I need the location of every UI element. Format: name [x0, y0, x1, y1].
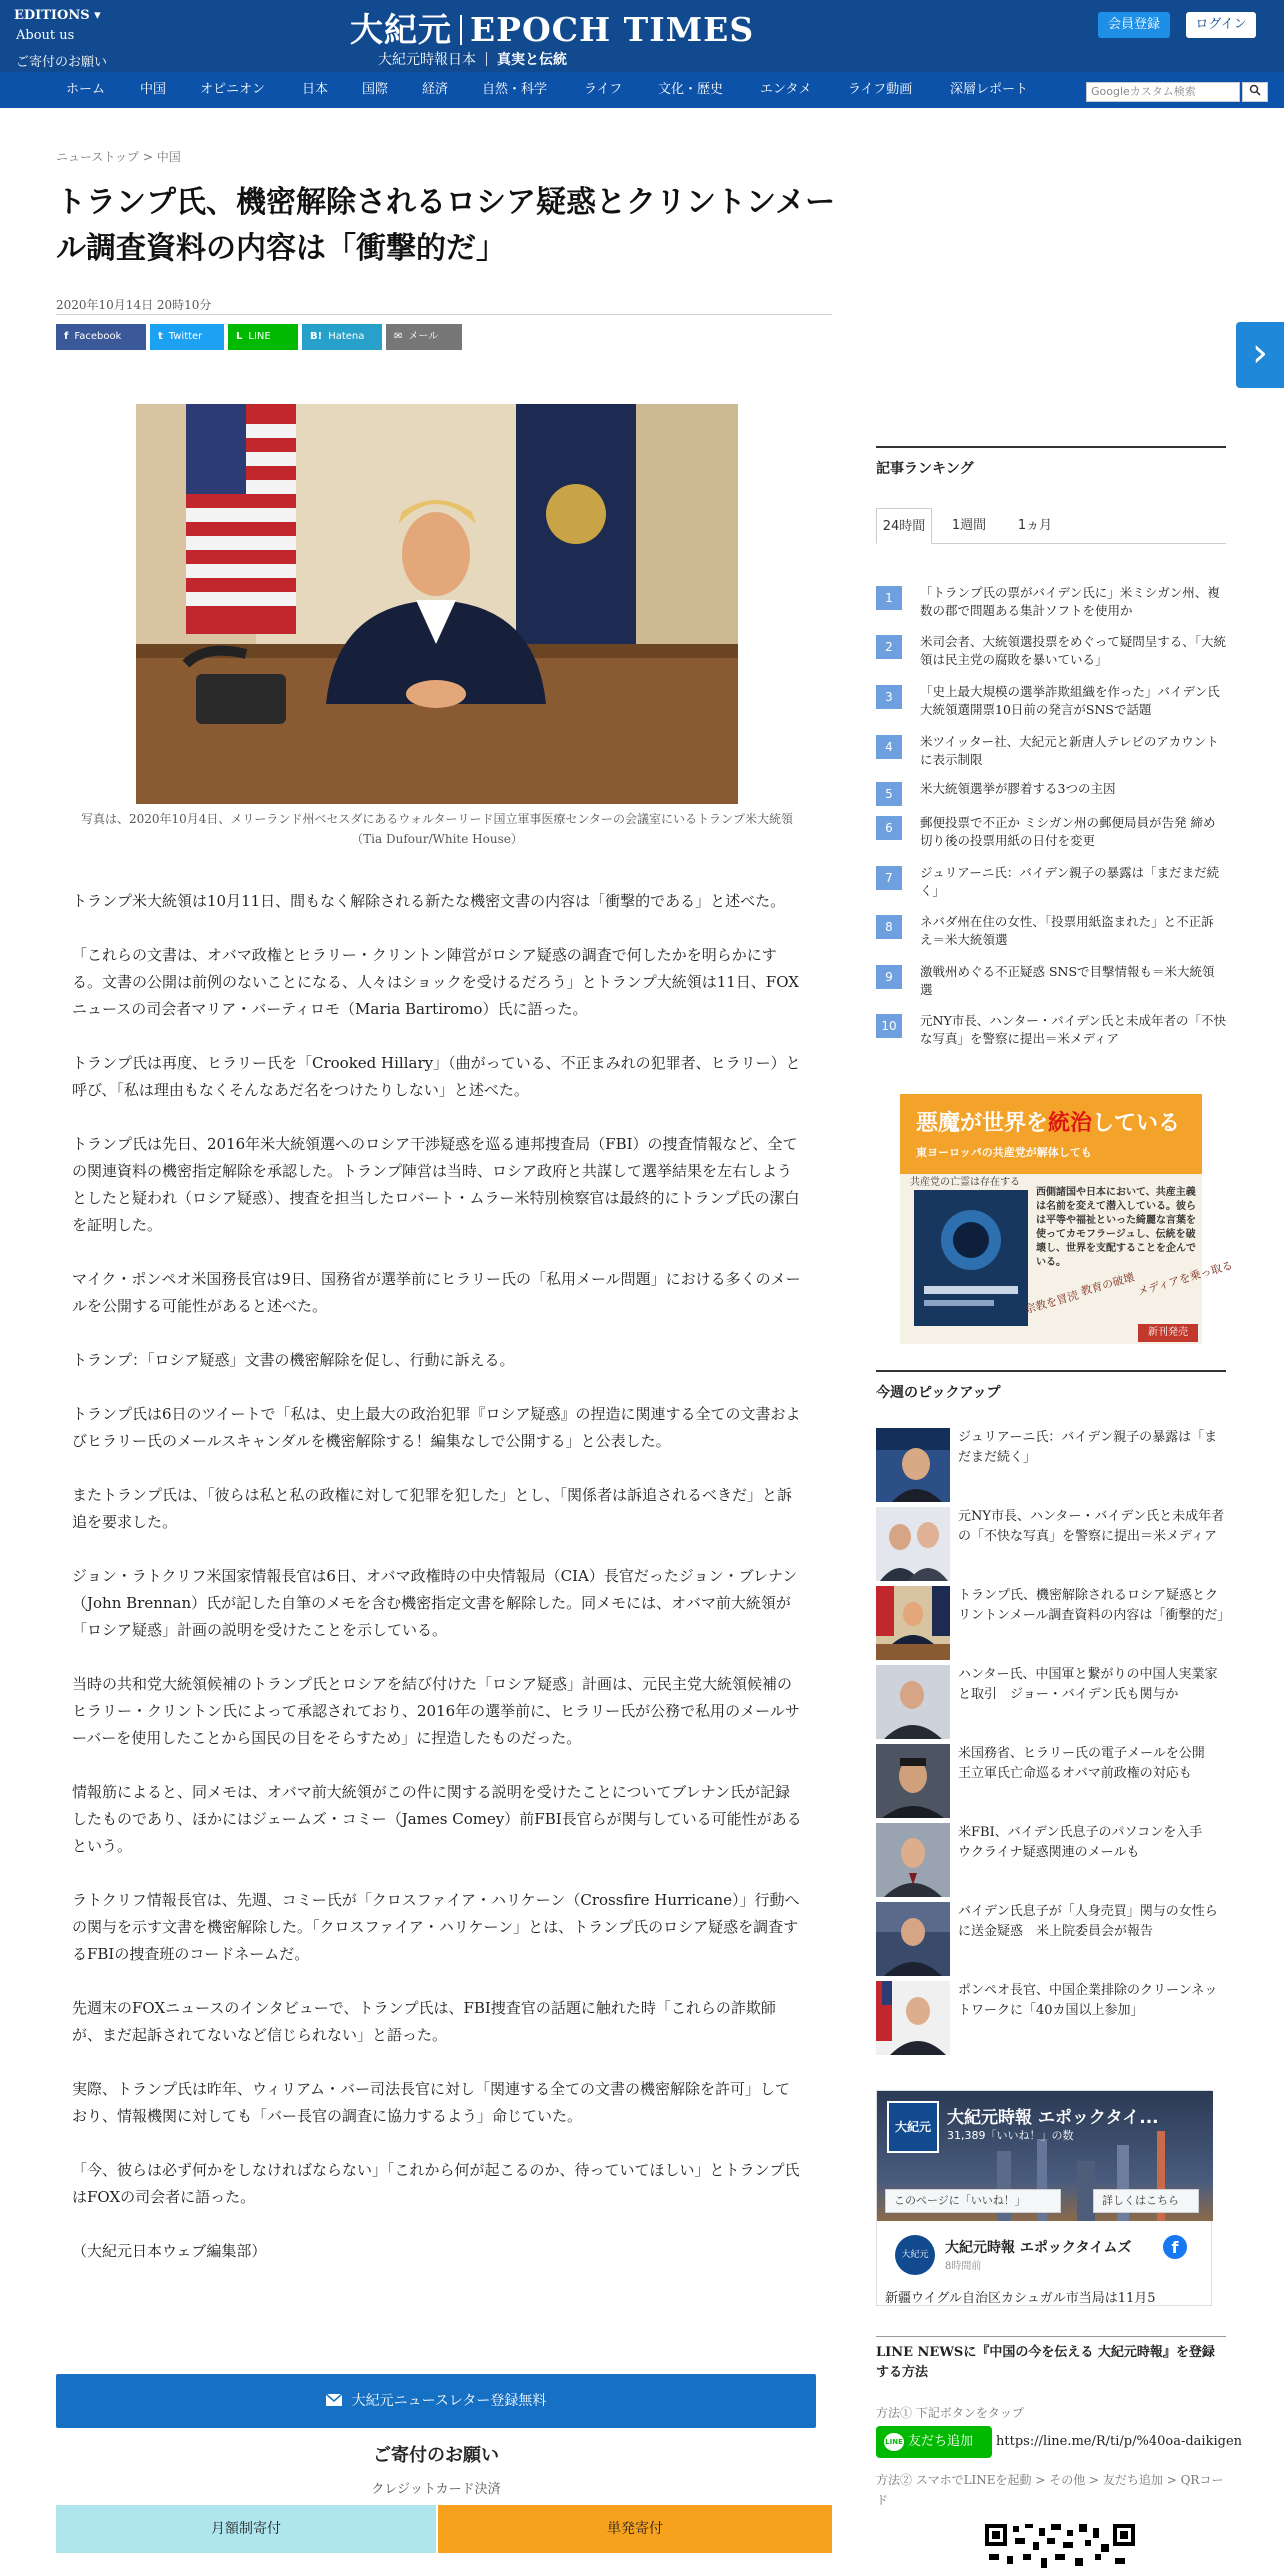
tagline-a: 大紀元時報日本 — [378, 52, 476, 68]
donate-link[interactable]: ご寄付のお願い — [16, 55, 108, 70]
ad-title — [916, 1106, 1180, 1137]
thumb-image — [876, 1507, 950, 1581]
pick-item[interactable] — [876, 1902, 1226, 1978]
newsletter-label: 大紀元ニュースレター登録無料 — [351, 2393, 547, 2409]
rank-number: 2 — [876, 635, 902, 659]
donate-title: ご寄付のお願い — [373, 2445, 499, 2466]
nav-item-home[interactable]: ホーム — [66, 82, 106, 97]
facebook-post-time: 8時間前 — [945, 2261, 982, 2272]
facebook-post-text: 新疆ウイグル自治区カシュガル市当局は11月5 — [885, 2291, 1156, 2306]
ranking-link[interactable]: 「トランプ氏の票がバイデン氏に」米ミシガン州、複数の郡で問題ある集計ソフトを使用か — [920, 585, 1220, 618]
ranking-title: 記事ランキング — [876, 446, 1226, 478]
thumb-image — [876, 1586, 950, 1660]
mail-icon — [326, 2394, 342, 2406]
rank-number: 10 — [876, 1014, 902, 1038]
pick-thumbnail[interactable] — [876, 1981, 950, 2055]
facebook-like-button[interactable]: このページに「いいね！」 — [885, 2189, 1061, 2213]
paragraph: トランプ米大統領は10月11日、間もなく解除される新たな機密文書の内容は「衝撃的である」と述べた。 — [72, 892, 786, 910]
pick-item[interactable] — [876, 1507, 1226, 1583]
ad-title-c: している — [1092, 1110, 1181, 1136]
pick-item[interactable] — [876, 1586, 1231, 1662]
share-twitter-button[interactable] — [150, 324, 224, 350]
tagline — [378, 49, 567, 69]
paragraph: 先週末のFOXニュースのインタビューで、トランプ氏は、FBI捜査官の話題に触れた時「これらの詐欺師が、まだ起訴されてないなど信じられない」と語った。 — [72, 1999, 776, 2044]
nav-item-china[interactable]: 中国 — [140, 82, 167, 97]
facebook-icon: f — [64, 331, 69, 342]
ad-subtitle: 東ヨーロッパの共産党が解体しても — [916, 1146, 1092, 1159]
photo-illustration — [136, 404, 738, 804]
nav-item-entertainment[interactable]: エンタメ — [760, 82, 812, 97]
tab-1week[interactable]: 1週間 — [951, 518, 987, 533]
paragraph: マイク・ポンペオ米国務長官は9日、国務省が選挙前にヒラリー氏の「私用メール問題」における多くのメールを公開する可能性があると述べた。 — [72, 1270, 801, 1315]
about-link[interactable]: About us — [16, 28, 75, 43]
ad-caption: 教育の破壊 — [1079, 1270, 1136, 1299]
ad-title-a: 悪魔が世界を — [916, 1110, 1049, 1136]
book-ad-banner[interactable] — [900, 1094, 1235, 1344]
article-body — [72, 888, 802, 2292]
paragraph: トランプ氏は6日のツイートで「私は、史上最大の政治犯罪『ロシア疑惑』の捏造に関連する全ての文書およびヒラリー氏のメールスキャンダルを機密解除する！編集なしで公開する」と公表した。 — [72, 1405, 801, 1450]
search-icon[interactable] — [1242, 82, 1268, 102]
nav-item-life-video[interactable]: ライフ動画 — [848, 82, 913, 97]
ranking-link[interactable]: 元NY市長、ハンター・バイデン氏と未成年者の「不快な写真」を警察に提出＝米メディア — [920, 1013, 1226, 1046]
facebook-page-logo[interactable]: 大紀元 — [887, 2101, 939, 2153]
ranking-tabs — [876, 508, 1226, 544]
pick-thumbnail[interactable] — [876, 1823, 950, 1897]
rank-number: 7 — [876, 866, 902, 890]
article-photo — [136, 404, 738, 804]
mail-icon: ✉ — [394, 331, 403, 342]
line-news-title: LINE NEWSに『中国の今を伝える 大紀元時報』を登録する方法 — [876, 2336, 1226, 2383]
paragraph: トランプ：「ロシア疑惑」文書の機密解除を促し、行動に訴える。 — [72, 1351, 515, 1369]
rank-number: 5 — [876, 782, 902, 806]
pick-item[interactable] — [876, 1981, 1226, 2057]
ranking-link[interactable]: ジュリアーニ氏：バイデン親子の暴露は「まだまだ続く」 — [920, 865, 1220, 898]
rank-number: 1 — [876, 586, 902, 610]
facebook-post-avatar[interactable]: 大紀元 — [895, 2235, 935, 2275]
nav-item-culture[interactable]: 文化・歴史 — [658, 82, 724, 97]
ranking-link[interactable]: 米司会者、大統領選投票をめぐって疑問呈する、「大統領は民主党の腐敗を暴いている」 — [920, 634, 1227, 667]
photo-caption: 写真は、2020年10月4日、メリーランド州ベセスダにあるウォルターリード国立軍事医療センターの会議室にいるトランプ米大統領（Tia Dufour/White House） — [80, 812, 793, 846]
paragraph: トランプ氏は再度、ヒラリー氏を「Crooked Hillary」（曲がっている、不正まみれの犯罪者、ヒラリー）と呼び、「私は理由もなくそんなあだ名をつけたりしない」と述べた。 — [72, 1054, 801, 1099]
donate-subtitle: クレジットカード決済 — [371, 2482, 501, 2497]
nav-item-economy[interactable]: 経済 — [422, 82, 449, 97]
pick-title[interactable]: トランプ氏、機密解除されるロシア疑惑とクリントンメール調査資料の内容は「衝撃的だ」 — [958, 1588, 1231, 1623]
facebook-likes-count: 31,389「いいね！」の数 — [947, 2129, 1074, 2142]
pick-thumbnail[interactable] — [876, 1902, 950, 1976]
facebook-post-author[interactable]: 大紀元時報 エポックタイムズ — [945, 2240, 1132, 2256]
pick-title[interactable]: ハンター氏、中国軍と繋がりの中国人実業家と取引 ジョー・バイデン氏も関与か — [958, 1667, 1218, 1702]
pick-item[interactable] — [876, 1823, 1226, 1899]
facebook-widget — [876, 2090, 1212, 2306]
nav-item-japan[interactable]: 日本 — [302, 82, 329, 97]
line-button-label: 友だち追加 — [908, 2434, 974, 2449]
header-bar — [0, 0, 1284, 72]
share-label: Facebook — [74, 331, 122, 342]
pick-item[interactable] — [876, 1428, 1226, 1504]
share-label: Twitter — [168, 331, 203, 342]
share-label: Hatena — [328, 331, 365, 342]
pick-thumbnail[interactable] — [876, 1586, 950, 1660]
article-title: トランプ氏、機密解除されるロシア疑惑とクリントンメール調査資料の内容は「衝撃的だ」 — [56, 185, 836, 266]
pick-title[interactable]: 米国務省、ヒラリー氏の電子メールを公開 王立軍氏亡命巡るオバマ前政権の対応も — [958, 1746, 1218, 1781]
register-button[interactable]: 会員登録 — [1098, 12, 1170, 38]
pick-item[interactable] — [876, 1744, 1226, 1820]
twitter-icon: t — [158, 331, 163, 342]
editions-menu[interactable]: EDITIONS ▾ — [14, 8, 101, 23]
ranking-link[interactable]: ネバダ州在住の女性、「投票用紙盗まれた」と不正訴え＝米大統領選 — [920, 914, 1214, 947]
paragraph: ラトクリフ情報長官は、先週、コミー氏が「クロスファイア・ハリケーン（Crossfire Hurricane）」行動への関与を示す文書を機密解除した。「クロスファイア・ハリケーン」とは、トランプ氏のロシア疑惑を調査するFBIの捜査班のコードネームだ。 — [72, 1891, 800, 1963]
paragraph: またトランプ氏は、「彼らは私と私の政権に対して犯罪を犯した」とし、「関係者は訴追されるべきだ」と訴追を要求した。 — [72, 1486, 793, 1531]
thumb-image — [876, 1981, 950, 2055]
pick-thumbnail[interactable] — [876, 1507, 950, 1581]
ranking-link[interactable]: 米大統領選挙が膠着する3つの主因 — [920, 781, 1116, 796]
thumb-image — [876, 1744, 950, 1818]
pick-thumbnail[interactable] — [876, 1428, 950, 1502]
monthly-donate-button[interactable]: 月額制寄付 — [56, 2505, 436, 2553]
book-cover-art — [914, 1190, 1028, 1326]
ad-body-text: 西側諸国や日本において、共産主義は名前を変えて潜入している。彼らは平等や福祉といった綺麗な言葉を使ってカモフラージュし、伝統を破壊し、世界を支配することを企んでいる。 — [1036, 1187, 1196, 1268]
thumb-image — [876, 1902, 950, 1976]
ranking-link[interactable]: 激戦州めぐる不正疑惑 SNSで目撃情報も＝米大統領選 — [920, 964, 1215, 997]
pick-title[interactable]: 元NY市長、ハンター・バイデン氏と未成年者の「不快な写真」を警察に提出＝米メディア — [958, 1509, 1225, 1544]
qr-code-image — [985, 2524, 1135, 2568]
paragraph: （大紀元日本ウェブ編集部） — [72, 2242, 267, 2260]
ad-caption: メディアを乗っ取る — [1136, 1258, 1235, 1299]
ad-header — [900, 1094, 1202, 1174]
site-logo[interactable] — [350, 4, 754, 51]
rank-number: 3 — [876, 685, 902, 709]
hatena-icon: B! — [310, 331, 323, 342]
divider — [56, 314, 832, 315]
paragraph: 「今、彼らは必ず何かをしなければならない」「これから何が起こるのか、待っていてほしい」とトランプ氏はFOXの司会者に語った。 — [72, 2161, 800, 2206]
paragraph: 情報筋によると、同メモは、オバマ前大統領がこの件に関する説明を受けたことについてブレナン氏が記録したものであり、ほかにはジェームズ・コミー（James Comey）前FBI長官らが関与している可能性があるという。 — [72, 1783, 802, 1855]
picks-title: 今週のピックアップ — [876, 1370, 1226, 1402]
ranking-link[interactable]: 「史上最大規模の選挙詐欺組織を作った」バイデン氏大統領選開票10日前の発言がSNSで話題 — [920, 684, 1220, 717]
ad-title-b: 統治 — [1048, 1110, 1093, 1136]
nav-item-opinion[interactable]: オピニオン — [200, 82, 266, 97]
paragraph: 「これらの文書は、オバマ政権とヒラリー・クリントン陣営がロシア疑惑の調査で何したかを明らかにする。文書の公開は前例のないことになる、人々はショックを受けるだろう」とトランプ大統領は11日、FOXニュースの司会者マリア・バーティロモ（Maria Bartiromo）氏に語った。 — [72, 946, 799, 1018]
nav-item-science[interactable]: 自然・科学 — [482, 82, 548, 97]
facebook-page-name[interactable]: 大紀元時報 エポックタイ... — [947, 2108, 1159, 2128]
newsletter-button[interactable] — [56, 2374, 816, 2428]
line-step-2: 方法② スマホでLINEを起動 > その他 > 友だち追加 > QRコード — [876, 2473, 1224, 2507]
tagline-b: 真実と伝統 — [497, 52, 567, 68]
new-release-badge: 新刊発売 — [1138, 1324, 1198, 1342]
logo-jp: 大紀元 — [350, 10, 452, 49]
rank-number: 9 — [876, 965, 902, 989]
breadcrumb[interactable]: ニューストップ > 中国 — [56, 150, 181, 164]
ad-subtitle-2: 共産党の亡霊は存在する — [910, 1177, 1020, 1188]
line-add-friend-button[interactable] — [876, 2426, 992, 2458]
line-url[interactable]: https://line.me/R/ti/p/%40oa-daikigen — [996, 2434, 1243, 2449]
pick-item[interactable] — [876, 1665, 1226, 1741]
rank-number: 8 — [876, 915, 902, 939]
facebook-cover — [877, 2091, 1213, 2221]
search-input[interactable]: Googleカスタム検索 — [1086, 82, 1240, 102]
rank-number: 6 — [876, 816, 902, 840]
search-icon-glyph — [1249, 84, 1261, 96]
line-icon: L — [236, 331, 243, 342]
thumb-image — [876, 1428, 950, 1502]
login-button[interactable]: ログイン — [1186, 12, 1256, 38]
logo-en: EPOCH TIMES — [470, 10, 755, 49]
nav-item-deep-report[interactable]: 深層レポート — [950, 82, 1029, 97]
pick-title[interactable]: ポンペオ長官、中国企業排除のクリーンネットワークに「40カ国以上参加」 — [958, 1983, 1218, 2018]
paragraph: トランプ氏は先日、2016年米大統領選へのロシア干渉疑惑を巡る連邦捜査局（FBI）の捜査情報など、全ての関連資料の機密指定解除を承認した。トランプ陣営は当時、ロシア政府と共謀して選挙結果を左右しようとしたと疑われ（ロシア疑惑）、捜査を担当したロバート・ムラー米特別検察官は最終的にトランプ氏の潔白を証明した。 — [72, 1135, 800, 1234]
paragraph: 当時の共和党大統領候補のトランプ氏とロシアを結び付けた「ロシア疑惑」計画は、元民主党大統領候補のヒラリー・クリントン氏によって承認されており、2016年の選挙前に、ヒラリー氏が公務で私用のメールサーバーを使用したことから国民の目をそらすため」に捏造したものだった。 — [72, 1675, 800, 1747]
share-label: メール — [408, 331, 439, 342]
share-line-button[interactable] — [228, 324, 298, 350]
tab-24h[interactable]: 24時間 — [876, 508, 932, 544]
pick-title[interactable]: ジュリアーニ氏：バイデン親子の暴露は「まだまだ続く」 — [958, 1430, 1218, 1465]
tab-1month[interactable]: 1ヵ月 — [1017, 518, 1053, 533]
next-article-arrow[interactable]: › — [1236, 322, 1284, 388]
thumb-image — [876, 1665, 950, 1739]
single-donate-button[interactable]: 単発寄付 — [438, 2505, 832, 2553]
ad-caption: 宗教を冒涜 — [1023, 1288, 1080, 1317]
nav-item-life[interactable]: ライフ — [584, 82, 623, 97]
ranking-link[interactable]: 郵便投票で不正か ミシガン州の郵便局員が告発 締め切り後の投票用紙の日付を変更 — [920, 815, 1216, 848]
paragraph: 実際、トランプ氏は昨年、ウィリアム・バー司法長官に対し「関連する全ての文書の機密解除を許可」しており、情報機関に対しても「バー長官の調査に協力するよう」命じていた。 — [72, 2080, 791, 2125]
share-mail-button[interactable] — [386, 324, 462, 350]
paragraph: ジョン・ラトクリフ米国家情報長官は6日、オバマ政権時の中央情報局（CIA）長官だったジョン・ブレナン（John Brennan）氏が記した自筆のメモを含む機密指定文書を解除した。同メモには、オバマ前大統領が「ロシア疑惑」計画の説明を受けたことを示している。 — [72, 1567, 798, 1639]
line-step-1: 方法① 下記ボタンをタップ — [876, 2406, 1024, 2420]
ranking-link[interactable]: 米ツイッター社、大紀元と新唐人テレビのアカウントに表示制限 — [920, 734, 1219, 767]
nav-item-world[interactable]: 国際 — [362, 82, 389, 97]
share-hatena-button[interactable] — [302, 324, 382, 350]
share-facebook-button[interactable] — [56, 324, 146, 350]
pick-title[interactable]: バイデン氏息子が「人身売買」関与の女性らに送金疑惑 米上院委員会が報告 — [958, 1904, 1218, 1939]
facebook-icon[interactable]: f — [1163, 2235, 1187, 2259]
book-cover-image — [914, 1190, 1028, 1326]
article-date: 2020年10月14日 20時10分 — [56, 298, 212, 312]
share-label: LINE — [248, 331, 271, 342]
thumb-image — [876, 1823, 950, 1897]
line-icon: LINE — [884, 2433, 904, 2451]
rank-number: 4 — [876, 735, 902, 759]
pick-title[interactable]: 米FBI、バイデン氏息子のパソコンを入手 ウクライナ疑惑関連のメールも — [958, 1825, 1216, 1860]
pick-thumbnail[interactable] — [876, 1665, 950, 1739]
pick-thumbnail[interactable] — [876, 1744, 950, 1818]
facebook-more-button[interactable]: 詳しくはこちら — [1093, 2189, 1199, 2213]
qr-code-pattern — [985, 2524, 1135, 2568]
